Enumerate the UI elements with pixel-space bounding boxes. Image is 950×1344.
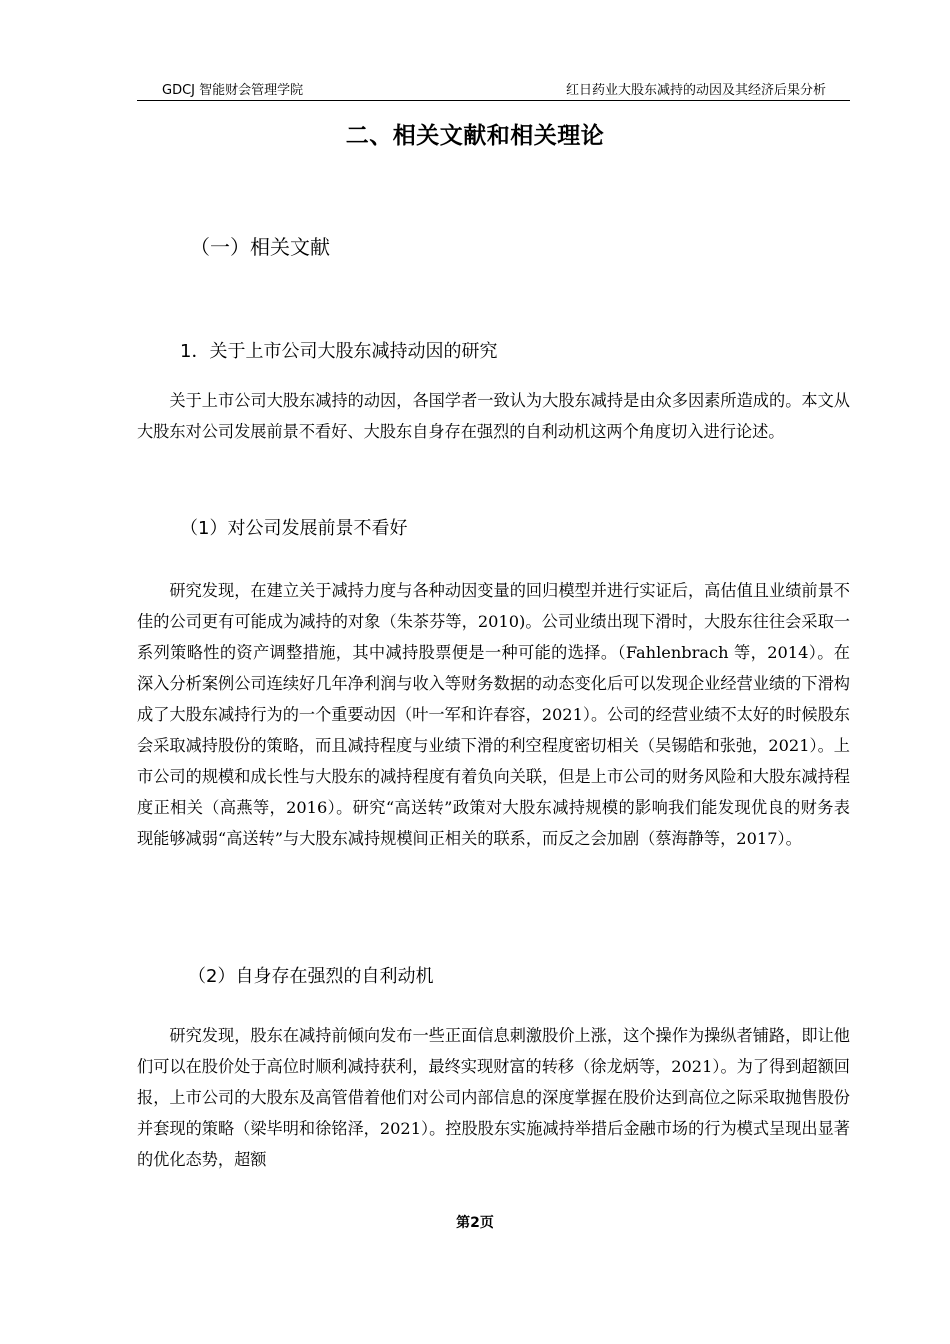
item-paragraph-1: 研究发现，在建立关于减持力度与各种动因变量的回归模型并进行实证后，高估值且业绩前景不佳的公司更有可能成为减持的对象（朱茶芬等，2010)。公司业绩出现下滑时，大股东往往会采取一系列策略性的资产调整措施，其中减持股票便是一种可能的选择。（Fahlenbrach 等，2014）。在深入分析案例公司连续好几年净利润与收入等财务数据的动态变化后可以发现企业经营业绩的下滑构成了大股东减持行为的一个重要动因（叶一军和许春容，2021）。公司的经营业绩不太好的时候股东会采取减持股份的策略，而且减持程度与业绩下滑的利空程度密切相关（吴锡皓和张弛，2021）。上市公司的规模和成长性与大股东的减持程度有着负向关联，但是上市公司的财务风险和大股东减持程度正相关（高燕等，2016）。研究“高送转”政策对大股东减持规模的影响我们能发现优良的财务表现能够减弱“高送转”与大股东减持规模间正相关的联系，而反之会加剧（蔡海静等，2017）。: [137, 581, 850, 848]
intro-paragraph: 关于上市公司大股东减持的动因，各国学者一致认为大股东减持是由众多因素所造成的。本文从大股东对公司发展前景不看好、大股东自身存在强烈的自利动机这两个角度切入进行论述。: [137, 391, 850, 441]
item-heading-2: （2）自身存在强烈的自利动机: [188, 966, 434, 987]
subsection-heading: 1．关于上市公司大股东减持动因的研究: [180, 341, 498, 362]
chapter-title: 二、相关文献和相关理论: [345, 123, 605, 149]
page-number: 第2页: [456, 1215, 494, 1231]
page-header: [137, 76, 850, 101]
item-paragraph-2: 研究发现，股东在减持前倾向发布一些正面信息刺激股价上涨，这个操作为操纵者铺路，即让他们可以在股价处于高位时顺利减持获利，最终实现财富的转移（徐龙炳等，2021）。为了得到超额回报，上市公司的大股东及高管借着他们对公司内部信息的深度掌握在股价达到高位之际采取抛售股份并套现的策略（梁毕明和徐铭泽，2021）。控股股东实施减持举措后金融市场的行为模式呈现出显著的优化态势，超额: [137, 1026, 850, 1169]
header-thesis-title: 红日药业大股东减持的动因及其经济后果分析: [565, 83, 826, 98]
item-heading-1: （1）对公司发展前景不看好: [180, 518, 408, 539]
header-institution: GDCJ 智能财会管理学院: [162, 83, 304, 98]
section-heading: （一）相关文献: [190, 235, 330, 259]
